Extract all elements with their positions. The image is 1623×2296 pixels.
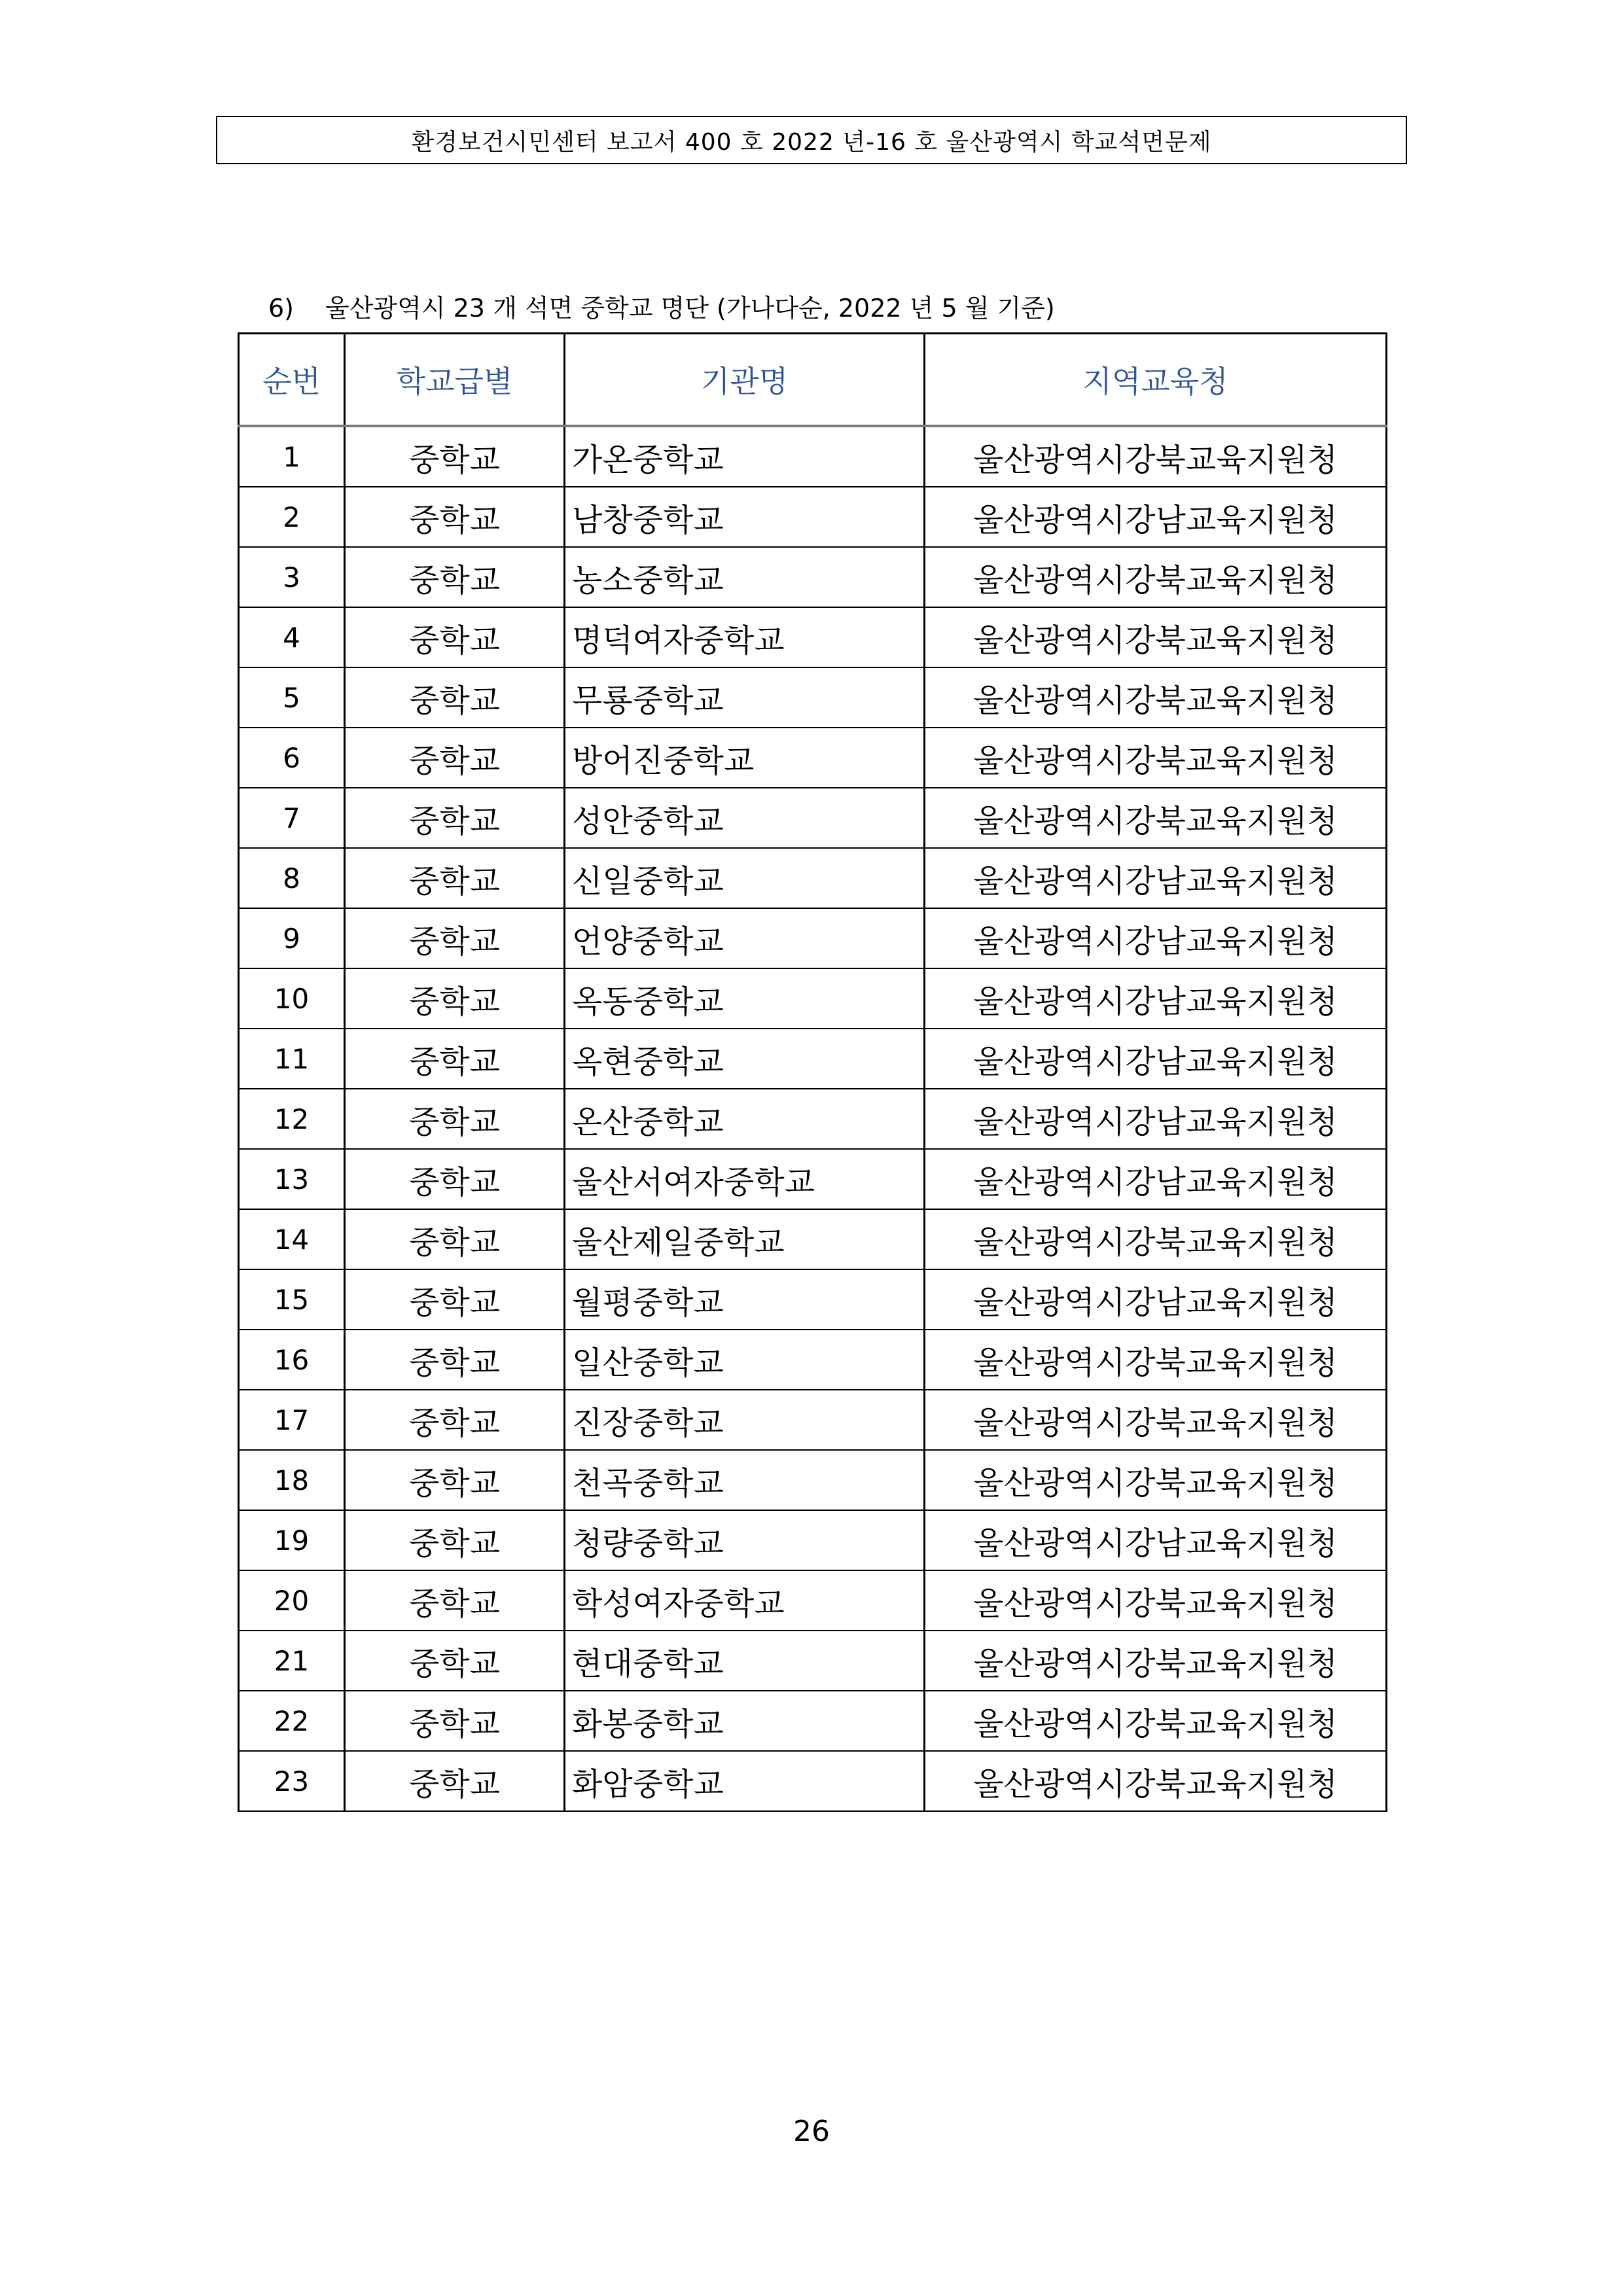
row-number: 8 xyxy=(239,848,345,908)
row-number: 10 xyxy=(239,968,345,1029)
education-office: 울산광역시강북교육지원청 xyxy=(925,1570,1387,1631)
school-name: 명덕여자중학교 xyxy=(565,607,925,667)
education-office: 울산광역시강북교육지원청 xyxy=(925,728,1387,788)
table-row xyxy=(239,1269,1387,1330)
education-office: 울산광역시강남교육지원청 xyxy=(925,968,1387,1029)
school-level: 중학교 xyxy=(345,487,565,547)
table-row xyxy=(239,1751,1387,1811)
school-level: 중학교 xyxy=(345,1330,565,1390)
school-name: 방어진중학교 xyxy=(565,728,925,788)
school-name: 울산서여자중학교 xyxy=(565,1149,925,1209)
table-row xyxy=(239,1510,1387,1570)
column-header-number: 순번 xyxy=(239,334,345,427)
education-office: 울산광역시강남교육지원청 xyxy=(925,848,1387,908)
table-row xyxy=(239,848,1387,908)
school-level: 중학교 xyxy=(345,1691,565,1751)
education-office: 울산광역시강북교육지원청 xyxy=(925,788,1387,848)
school-level: 중학교 xyxy=(345,1390,565,1450)
section-title-text: 울산광역시 23 개 석면 중학교 명단 (가나다순, 2022 년 5 월 기준) xyxy=(325,294,1055,323)
education-office: 울산광역시강남교육지원청 xyxy=(925,1029,1387,1089)
table-row xyxy=(239,788,1387,848)
row-number: 11 xyxy=(239,1029,345,1089)
school-level: 중학교 xyxy=(345,788,565,848)
school-name: 가온중학교 xyxy=(565,426,925,487)
school-level: 중학교 xyxy=(345,908,565,968)
education-office: 울산광역시강북교육지원청 xyxy=(925,1390,1387,1450)
education-office: 울산광역시강북교육지원청 xyxy=(925,547,1387,607)
school-name: 무룡중학교 xyxy=(565,667,925,728)
school-name: 현대중학교 xyxy=(565,1631,925,1691)
row-number: 13 xyxy=(239,1149,345,1209)
row-number: 15 xyxy=(239,1269,345,1330)
education-office: 울산광역시강북교육지원청 xyxy=(925,1330,1387,1390)
table-header-row xyxy=(239,334,1387,427)
column-header-office: 지역교육청 xyxy=(925,334,1387,427)
table-row xyxy=(239,1570,1387,1631)
school-level: 중학교 xyxy=(345,1450,565,1510)
table-row xyxy=(239,1089,1387,1149)
table-row xyxy=(239,1029,1387,1089)
education-office: 울산광역시강북교육지원청 xyxy=(925,1450,1387,1510)
school-name: 신일중학교 xyxy=(565,848,925,908)
row-number: 7 xyxy=(239,788,345,848)
row-number: 1 xyxy=(239,426,345,487)
education-office: 울산광역시강북교육지원청 xyxy=(925,667,1387,728)
table-row xyxy=(239,908,1387,968)
row-number: 22 xyxy=(239,1691,345,1751)
education-office: 울산광역시강북교육지원청 xyxy=(925,1209,1387,1269)
education-office: 울산광역시강남교육지원청 xyxy=(925,1510,1387,1570)
school-name: 화암중학교 xyxy=(565,1751,925,1811)
row-number: 19 xyxy=(239,1510,345,1570)
table-row xyxy=(239,1691,1387,1751)
education-office: 울산광역시강북교육지원청 xyxy=(925,1751,1387,1811)
school-level: 중학교 xyxy=(345,426,565,487)
school-name: 천곡중학교 xyxy=(565,1450,925,1510)
school-name: 성안중학교 xyxy=(565,788,925,848)
table-row xyxy=(239,1330,1387,1390)
row-number: 6 xyxy=(239,728,345,788)
table-row xyxy=(239,1631,1387,1691)
school-level: 중학교 xyxy=(345,728,565,788)
school-name: 일산중학교 xyxy=(565,1330,925,1390)
school-name: 학성여자중학교 xyxy=(565,1570,925,1631)
table-row xyxy=(239,547,1387,607)
section-number: 6) xyxy=(268,294,294,323)
school-level: 중학교 xyxy=(345,968,565,1029)
school-level: 중학교 xyxy=(345,667,565,728)
education-office: 울산광역시강남교육지원청 xyxy=(925,908,1387,968)
school-name: 화봉중학교 xyxy=(565,1691,925,1751)
row-number: 9 xyxy=(239,908,345,968)
table-row xyxy=(239,968,1387,1029)
table-body xyxy=(239,426,1387,1811)
school-level: 중학교 xyxy=(345,848,565,908)
table-row xyxy=(239,426,1387,487)
school-level: 중학교 xyxy=(345,607,565,667)
school-name: 남창중학교 xyxy=(565,487,925,547)
school-table xyxy=(238,332,1387,1812)
education-office: 울산광역시강북교육지원청 xyxy=(925,426,1387,487)
school-level: 중학교 xyxy=(345,547,565,607)
row-number: 12 xyxy=(239,1089,345,1149)
school-name: 청량중학교 xyxy=(565,1510,925,1570)
school-level: 중학교 xyxy=(345,1510,565,1570)
education-office: 울산광역시강남교육지원청 xyxy=(925,1089,1387,1149)
row-number: 17 xyxy=(239,1390,345,1450)
education-office: 울산광역시강남교육지원청 xyxy=(925,1269,1387,1330)
table-row xyxy=(239,1450,1387,1510)
education-office: 울산광역시강남교육지원청 xyxy=(925,487,1387,547)
column-header-name: 기관명 xyxy=(565,334,925,427)
school-name: 온산중학교 xyxy=(565,1089,925,1149)
section-title xyxy=(268,288,1055,324)
school-level: 중학교 xyxy=(345,1089,565,1149)
table-row xyxy=(239,667,1387,728)
education-office: 울산광역시강북교육지원청 xyxy=(925,1631,1387,1691)
row-number: 20 xyxy=(239,1570,345,1631)
row-number: 16 xyxy=(239,1330,345,1390)
school-name: 진장중학교 xyxy=(565,1390,925,1450)
column-header-level: 학교급별 xyxy=(345,334,565,427)
table-row xyxy=(239,607,1387,667)
school-name: 울산제일중학교 xyxy=(565,1209,925,1269)
table-row xyxy=(239,1390,1387,1450)
row-number: 2 xyxy=(239,487,345,547)
table-row xyxy=(239,728,1387,788)
school-level: 중학교 xyxy=(345,1751,565,1811)
school-name: 언양중학교 xyxy=(565,908,925,968)
row-number: 14 xyxy=(239,1209,345,1269)
row-number: 21 xyxy=(239,1631,345,1691)
page-header xyxy=(216,116,1407,164)
school-level: 중학교 xyxy=(345,1269,565,1330)
header-text: 환경보건시민센터 보고서 400 호 2022 년-16 호 울산광역시 학교석면문제 xyxy=(411,128,1212,156)
table-row xyxy=(239,1209,1387,1269)
school-level: 중학교 xyxy=(345,1029,565,1089)
school-level: 중학교 xyxy=(345,1149,565,1209)
row-number: 3 xyxy=(239,547,345,607)
education-office: 울산광역시강북교육지원청 xyxy=(925,607,1387,667)
page-number: 26 xyxy=(793,2115,830,2148)
row-number: 18 xyxy=(239,1450,345,1510)
school-level: 중학교 xyxy=(345,1631,565,1691)
school-level: 중학교 xyxy=(345,1209,565,1269)
school-level: 중학교 xyxy=(345,1570,565,1631)
school-name: 농소중학교 xyxy=(565,547,925,607)
row-number: 23 xyxy=(239,1751,345,1811)
row-number: 5 xyxy=(239,667,345,728)
education-office: 울산광역시강북교육지원청 xyxy=(925,1691,1387,1751)
school-name: 옥현중학교 xyxy=(565,1029,925,1089)
table-row xyxy=(239,1149,1387,1209)
table-row xyxy=(239,487,1387,547)
education-office: 울산광역시강남교육지원청 xyxy=(925,1149,1387,1209)
row-number: 4 xyxy=(239,607,345,667)
school-name: 월평중학교 xyxy=(565,1269,925,1330)
school-name: 옥동중학교 xyxy=(565,968,925,1029)
